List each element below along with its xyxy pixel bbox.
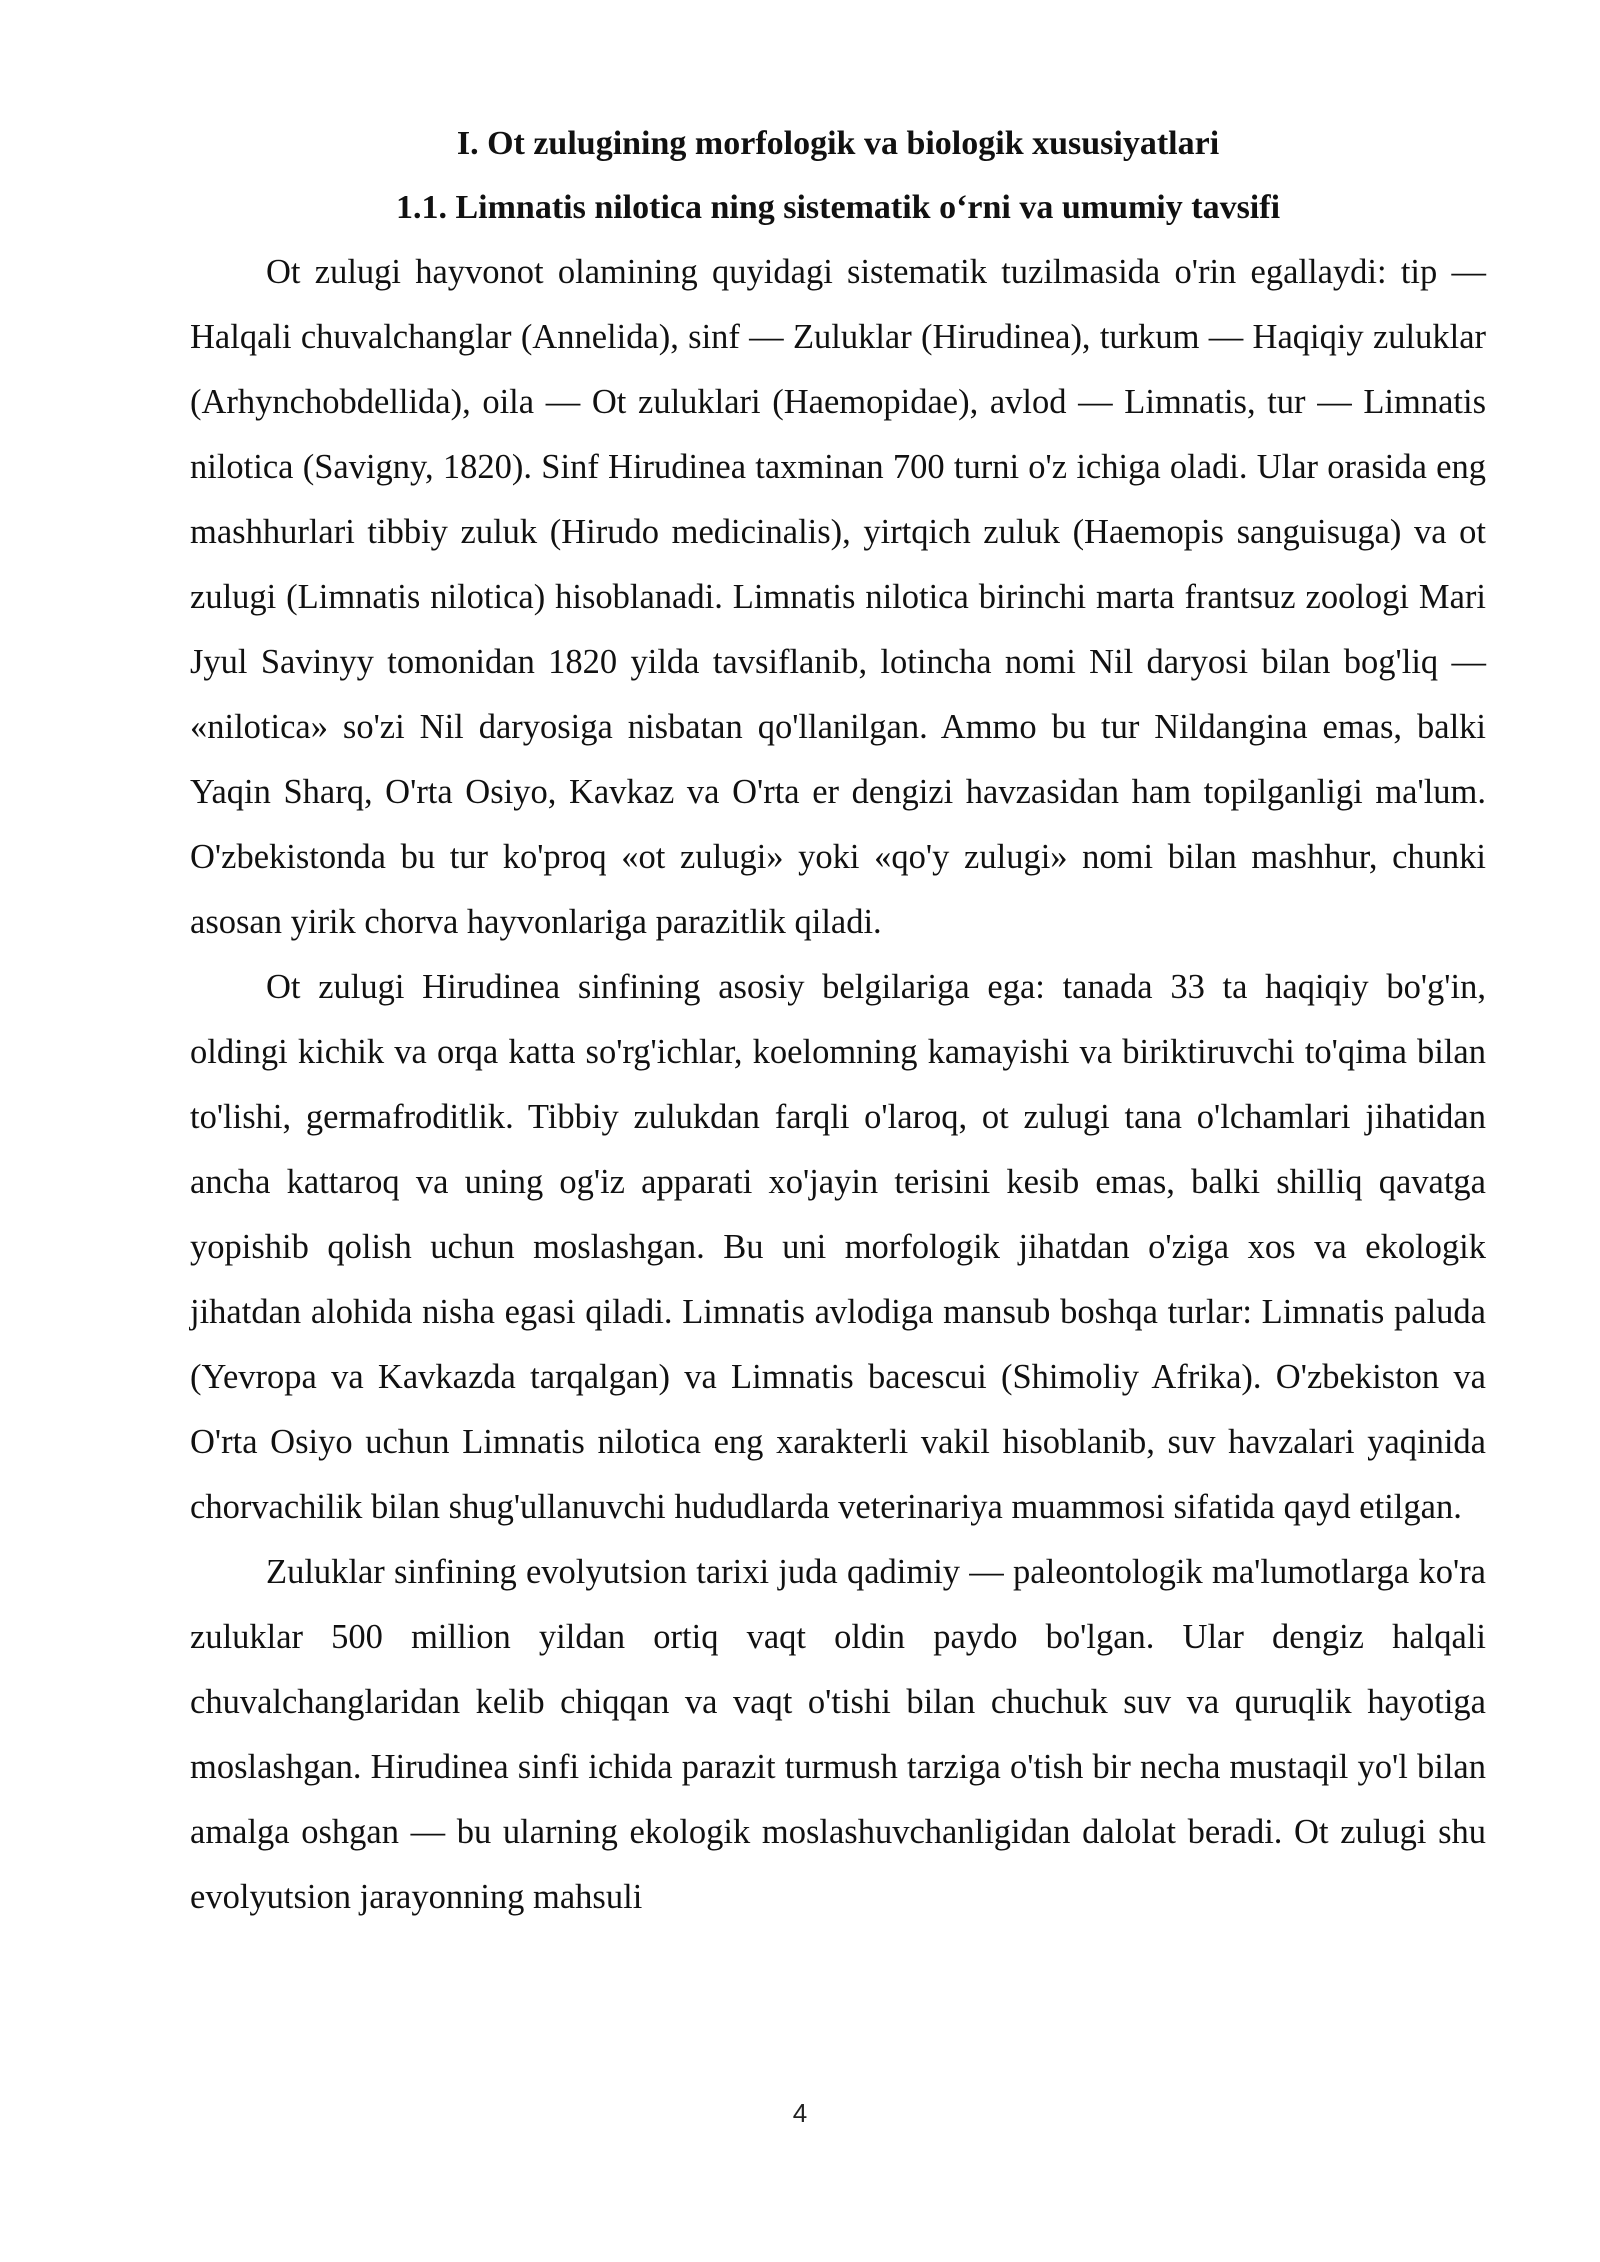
page-number: 4 [792,2098,808,2128]
paragraph: Ot zulugi Hirudinea sinfining asosiy belgilariga ega: tanada 33 ta haqiqiy bo'g'in, oldingi kichik va orqa katta so'rg'ichlar, koelomning kamayishi va biriktiruvchi to'qima bilan to'lishi, germafroditlik. Tibbiy zulukdan farqli o'laroq, ot zulugi tana o'lchamlari jihatidan ancha kattaroq va uning og'iz apparati xo'jayin terisini kesib emas, balki shilliq qavatga yopishib qolish uchun moslashgan. Bu uni morfologik jihatdan o'ziga xos va ekologik jihatdan alohida nisha egasi qiladi. Limnatis avlodiga mansub boshqa turlar: Limnatis paluda (Yevropa va Kavkazda tarqalgan) va Limnatis bacescui (Shimoliy Afrika). O'zbekiston va O'rta Osiyo uchun Limnatis nilotica eng xarakterli vakil hisoblanib, suv havzalari yaqinida chorvachilik bilan shug'ullanuvchi hududlarda veterinariya muammosi sifatida qayd etilgan. [190,968,1486,1526]
paragraph: Zuluklar sinfining evolyutsion tarixi juda qadimiy — paleontologik ma'lumotlarga ko'ra zuluklar 500 million yildan ortiq vaqt oldin paydo bo'lgan. Ular dengiz halqali chuvalchanglaridan kelib chiqqan va vaqt o'tishi bilan chuchuk suv va quruqlik hayotiga moslashgan. Hirudinea sinfi ichida parazit turmush tarziga o'tish bir necha mustaqil yo'l bilan amalga oshgan — bu ularning ekologik moslashuvchanligidan dalolat beradi. Ot zulugi shu evolyutsion jarayonning mahsuli [190,1553,1486,1916]
chapter-title: I. Ot zulugining morfologik va biologik xususiyatlari [456,125,1220,162]
paragraph: Ot zulugi hayvonot olamining quyidagi sistematik tuzilmasida o'rin egallaydi: tip — Halqali chuvalchanglar (Annelida), sinf — Zuluklar (Hirudinea), turkum — Haqiqiy zuluklar (Arhynchobdellida), oila — Ot zuluklari (Haemopidae), avlod — Limnatis, tur — Limnatis nilotica (Savigny, 1820). Sinf Hirudinea taxminan 700 turni o'z ichiga oladi. Ular orasida eng mashhurlari tibbiy zuluk (Hirudo medicinalis), yirtqich zuluk (Haemopis sanguisuga) va ot zulugi (Limnatis nilotica) hisoblanadi. Limnatis nilotica birinchi marta frantsuz zoologi Mari Jyul Savinyy tomonidan 1820 yilda tavsiflanib, lotincha nomi Nil daryosi bilan bog'liq — «nilotica» so'zi Nil daryosiga nisbatan qo'llanilgan. Ammo bu tur Nildangina emas, balki Yaqin Sharq, O'rta Osiyo, Kavkaz va O'rta er dengizi havzasidan ham topilganligi ma'lum. O'zbekistonda bu tur ko'proq «ot zulugi» yoki «qo'y zulugi» nomi bilan mashhur, chunki asosan yirik chorva hayvonlariga parazitlik qiladi. [190,253,1486,941]
section-title: 1.1. Limnatis nilotica ning sistematik o‘rni va umumiy tavsifi [395,189,1281,226]
